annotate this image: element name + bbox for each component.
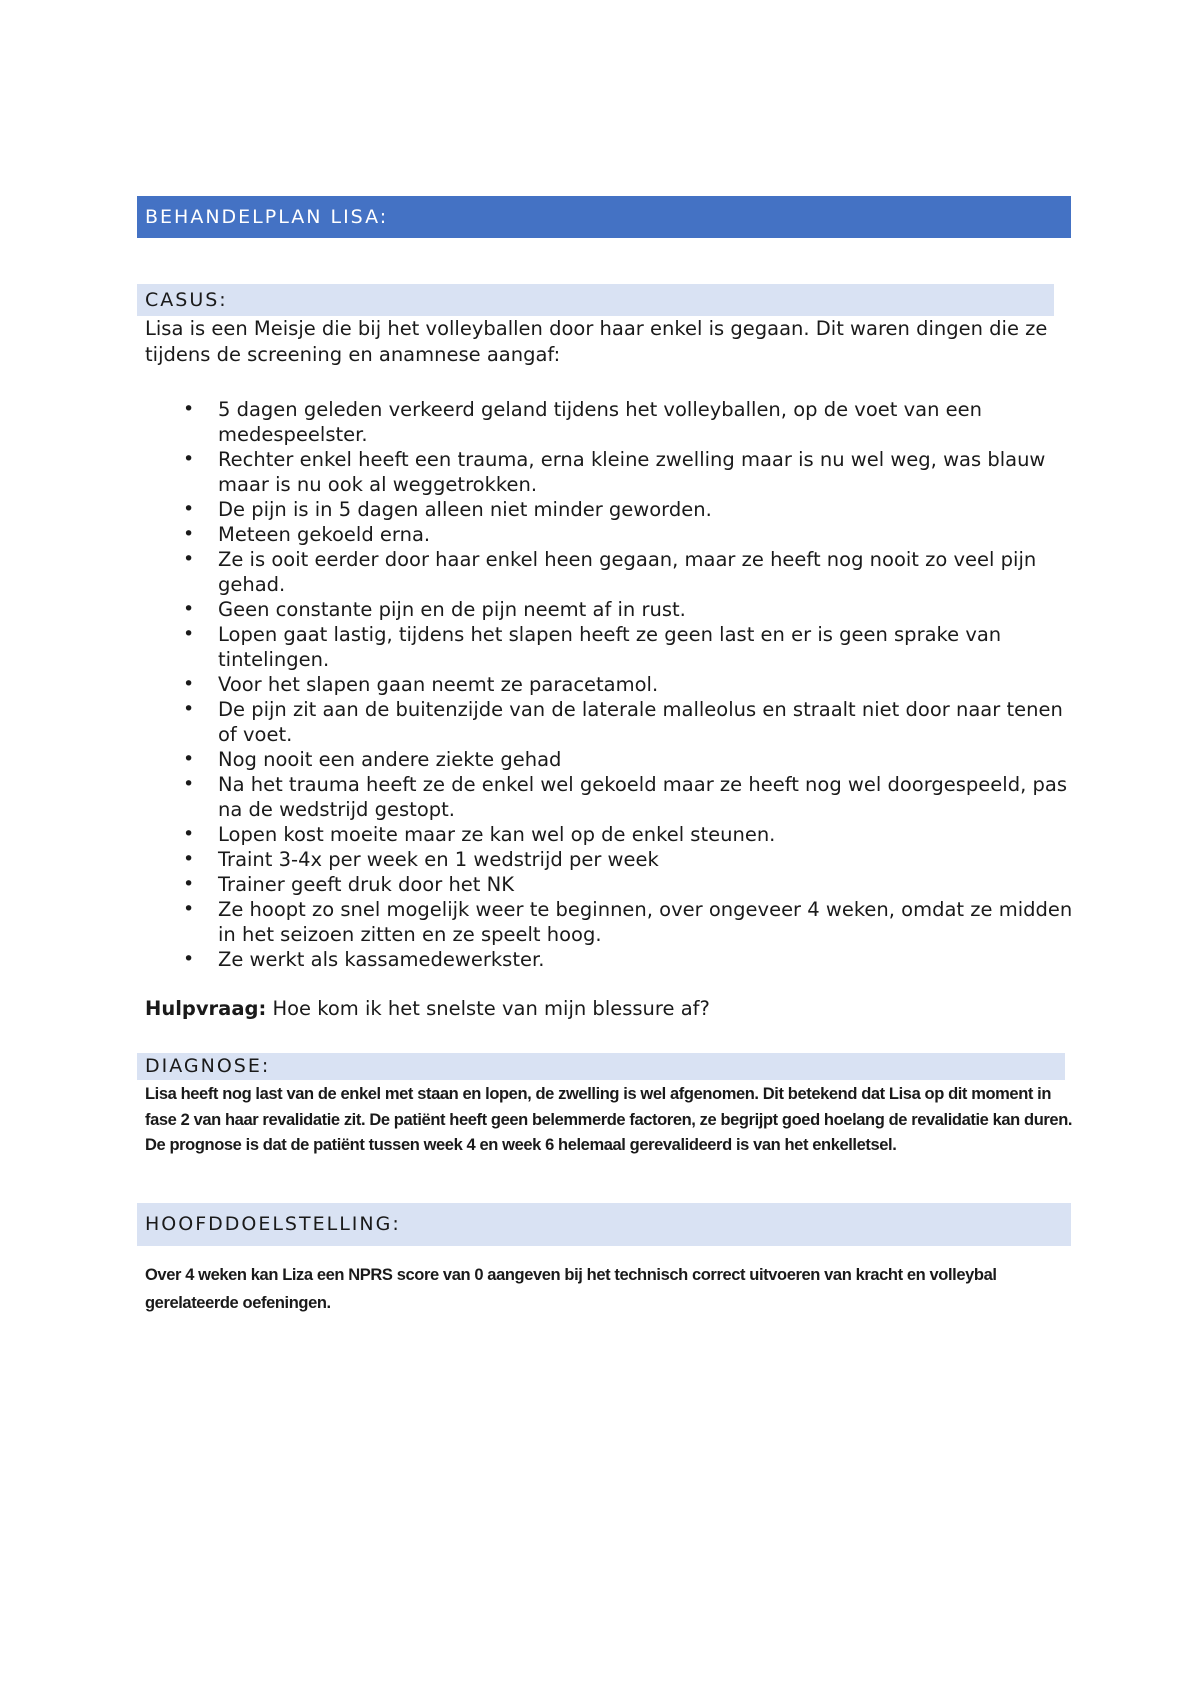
hulpvraag-label: Hulpvraag: [145, 997, 267, 1020]
bullet-icon: • [183, 698, 195, 720]
hoofddoelstelling-heading-bar [137, 1203, 1071, 1246]
casus-list-item-text: Na het trauma heeft ze de enkel wel gekoeld maar ze heeft nog wel doorgespeeld, pas na de wedstrijd gestopt. [218, 773, 1067, 821]
casus-list-item-text: Geen constante pijn en de pijn neemt af in rust. [218, 598, 686, 621]
casus-list-item-text: Nog nooit een andere ziekte gehad [218, 748, 562, 771]
document-title: BEHANDELPLAN LISA: [145, 206, 389, 228]
casus-list-item [145, 772, 1080, 822]
bullet-icon: • [183, 948, 195, 970]
casus-list-item-text: Trainer geeft druk door het NK [218, 873, 515, 896]
bullet-icon: • [183, 523, 195, 545]
casus-list-item-text: Traint 3-4x per week en 1 wedstrijd per week [218, 848, 659, 871]
bullet-icon: • [183, 548, 195, 570]
bullet-icon: • [183, 398, 195, 420]
casus-list-item-text: Rechter enkel heeft een trauma, erna kleine zwelling maar is nu wel weg, was blauw maar is nu ook al weggetrokken. [218, 448, 1046, 496]
casus-list-item [145, 522, 1080, 547]
casus-list-item-text: 5 dagen geleden verkeerd geland tijdens het volleyballen, op de voet van een medespeelster. [218, 398, 982, 446]
bullet-icon: • [183, 448, 195, 470]
casus-list-item [145, 447, 1080, 497]
casus-heading-bar [137, 284, 1054, 316]
casus-list-item-text: Voor het slapen gaan neemt ze paracetamol. [218, 673, 659, 696]
casus-intro: Lisa is een Meisje die bij het volleyballen door haar enkel is gegaan. Dit waren dingen die ze tijdens de screening en anamnese aangaf: [145, 317, 1048, 366]
bullet-icon: • [183, 498, 195, 520]
casus-list-item [145, 947, 1080, 972]
bullet-icon: • [183, 823, 195, 845]
bullet-icon: • [183, 748, 195, 770]
casus-list-item [145, 847, 1080, 872]
casus-list-item-text: De pijn is in 5 dagen alleen niet minder geworden. [218, 498, 712, 521]
bullet-icon: • [183, 773, 195, 795]
casus-list-item [145, 497, 1080, 522]
hoofddoelstelling-text: Over 4 weken kan Liza een NPRS score van 0 aangeven bij het technisch correct uitvoeren van kracht en volleybal gerelateerde oefeningen. [145, 1266, 997, 1312]
casus-list-item-text: Ze werkt als kassamedewerkster. [218, 948, 545, 971]
diagnose-text: Lisa heeft nog last van de enkel met staan en lopen, de zwelling is wel afgenomen. Dit betekend dat Lisa op dit moment in fase 2 van haar revalidatie zit. De patiënt heeft geen belemmerde factoren, ze begrijpt goed hoelang de revalidatie kan duren. De prognose is dat de patiënt tussen week 4 en week 6 helemaal gerevalideerd is van het enkelletsel. [145, 1085, 1073, 1154]
casus-list-item [145, 622, 1080, 672]
bullet-icon: • [183, 873, 195, 895]
bullet-icon: • [183, 623, 195, 645]
bullet-icon: • [183, 898, 195, 920]
casus-list-item-text: Ze is ooit eerder door haar enkel heen gegaan, maar ze heeft nog nooit zo veel pijn gehad. [218, 548, 1037, 596]
casus-list-item [145, 597, 1080, 622]
casus-list-item [145, 697, 1080, 747]
casus-heading: CASUS: [145, 289, 228, 311]
casus-list-item [145, 872, 1080, 897]
casus-list-item-text: Meteen gekoeld erna. [218, 523, 431, 546]
hulpvraag-text: Hoe kom ik het snelste van mijn blessure af? [266, 997, 710, 1020]
casus-list-item [145, 822, 1080, 847]
casus-list-item [145, 897, 1080, 947]
casus-list-item [145, 547, 1080, 597]
casus-list-item [145, 672, 1080, 697]
diagnose-heading-bar [137, 1053, 1065, 1080]
casus-list-item-text: Lopen kost moeite maar ze kan wel op de enkel steunen. [218, 823, 776, 846]
casus-list-item [145, 397, 1080, 447]
casus-list-item-text: Ze hoopt zo snel mogelijk weer te beginnen, over ongeveer 4 weken, omdat ze midden in het seizoen zitten en ze speelt hoog. [218, 898, 1073, 946]
bullet-icon: • [183, 848, 195, 870]
bullet-icon: • [183, 598, 195, 620]
casus-list-item-text: Lopen gaat lastig, tijdens het slapen heeft ze geen last en er is geen sprake van tintelingen. [218, 623, 1002, 671]
title-bar [137, 196, 1071, 238]
casus-list-item [145, 747, 1080, 772]
casus-bullet-list [145, 397, 1080, 972]
hoofddoelstelling-heading: HOOFDDOELSTELLING: [145, 1213, 401, 1235]
hulpvraag [145, 996, 1075, 1022]
diagnose-heading: DIAGNOSE: [145, 1055, 271, 1077]
bullet-icon: • [183, 673, 195, 695]
casus-list-item-text: De pijn zit aan de buitenzijde van de laterale malleolus en straalt niet door naar tenen of voet. [218, 698, 1063, 746]
